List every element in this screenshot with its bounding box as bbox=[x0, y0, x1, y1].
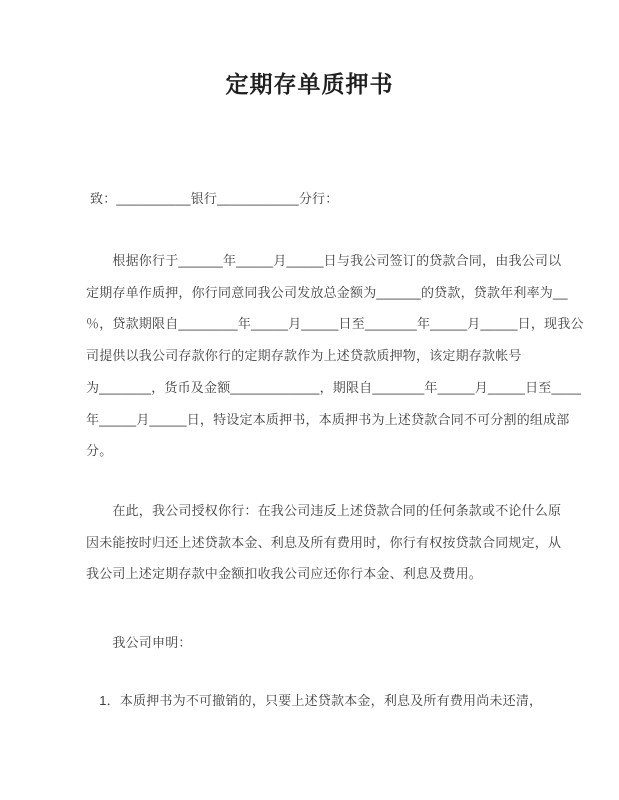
authorization-paragraph bbox=[86, 495, 561, 590]
paragraph-line: 为_______，货币及金额____________，期限自_______年_____月_____日至____ bbox=[86, 379, 582, 395]
paragraph-line: 我公司上述定期存款中金额扣收我公司应还你行本金、利息及费用。 bbox=[86, 566, 483, 582]
loan-pledge-terms-paragraph bbox=[86, 245, 584, 467]
paragraph-line: 年_____月_____日，特设定本质押书，本质押书为上述贷款合同不可分割的组成部 bbox=[86, 411, 570, 427]
document-title: 定期存单质押书 bbox=[225, 71, 394, 97]
salutation-line: 致：__________银行___________分行： bbox=[90, 191, 339, 206]
paragraph-line: 因未能按时归还上述贷款本金、利息及所有费用时，你行有权按贷款合同规定，从 bbox=[86, 534, 562, 550]
company-declaration-heading: 我公司申明： bbox=[86, 635, 192, 650]
declaration-item-1: 1．本质押书为不可撤销的，只要上述贷款本金，利息及所有费用尚未还清， bbox=[86, 693, 543, 708]
paragraph-line: 定期存单作质押，你行同意同我公司发放总金额为______的贷款，贷款年利率为__ bbox=[86, 284, 568, 300]
paragraph-line: 分。 bbox=[86, 443, 113, 459]
paragraph-line: ％，贷款期限自________年_____月_____日至_______年_____月_____日，现我公 bbox=[86, 316, 584, 332]
paragraph-line: 根据你行于______年_____月_____日与我公司签订的贷款合同，由我公司以 bbox=[86, 253, 562, 268]
paragraph-line: 司提供以我公司存款你行的定期存款作为上述贷款质押物，该定期存款帐号 bbox=[86, 348, 522, 364]
paragraph-line: 在此，我公司授权你行：在我公司违反上述贷款合同的任何条款或不论什么原 bbox=[86, 503, 562, 518]
